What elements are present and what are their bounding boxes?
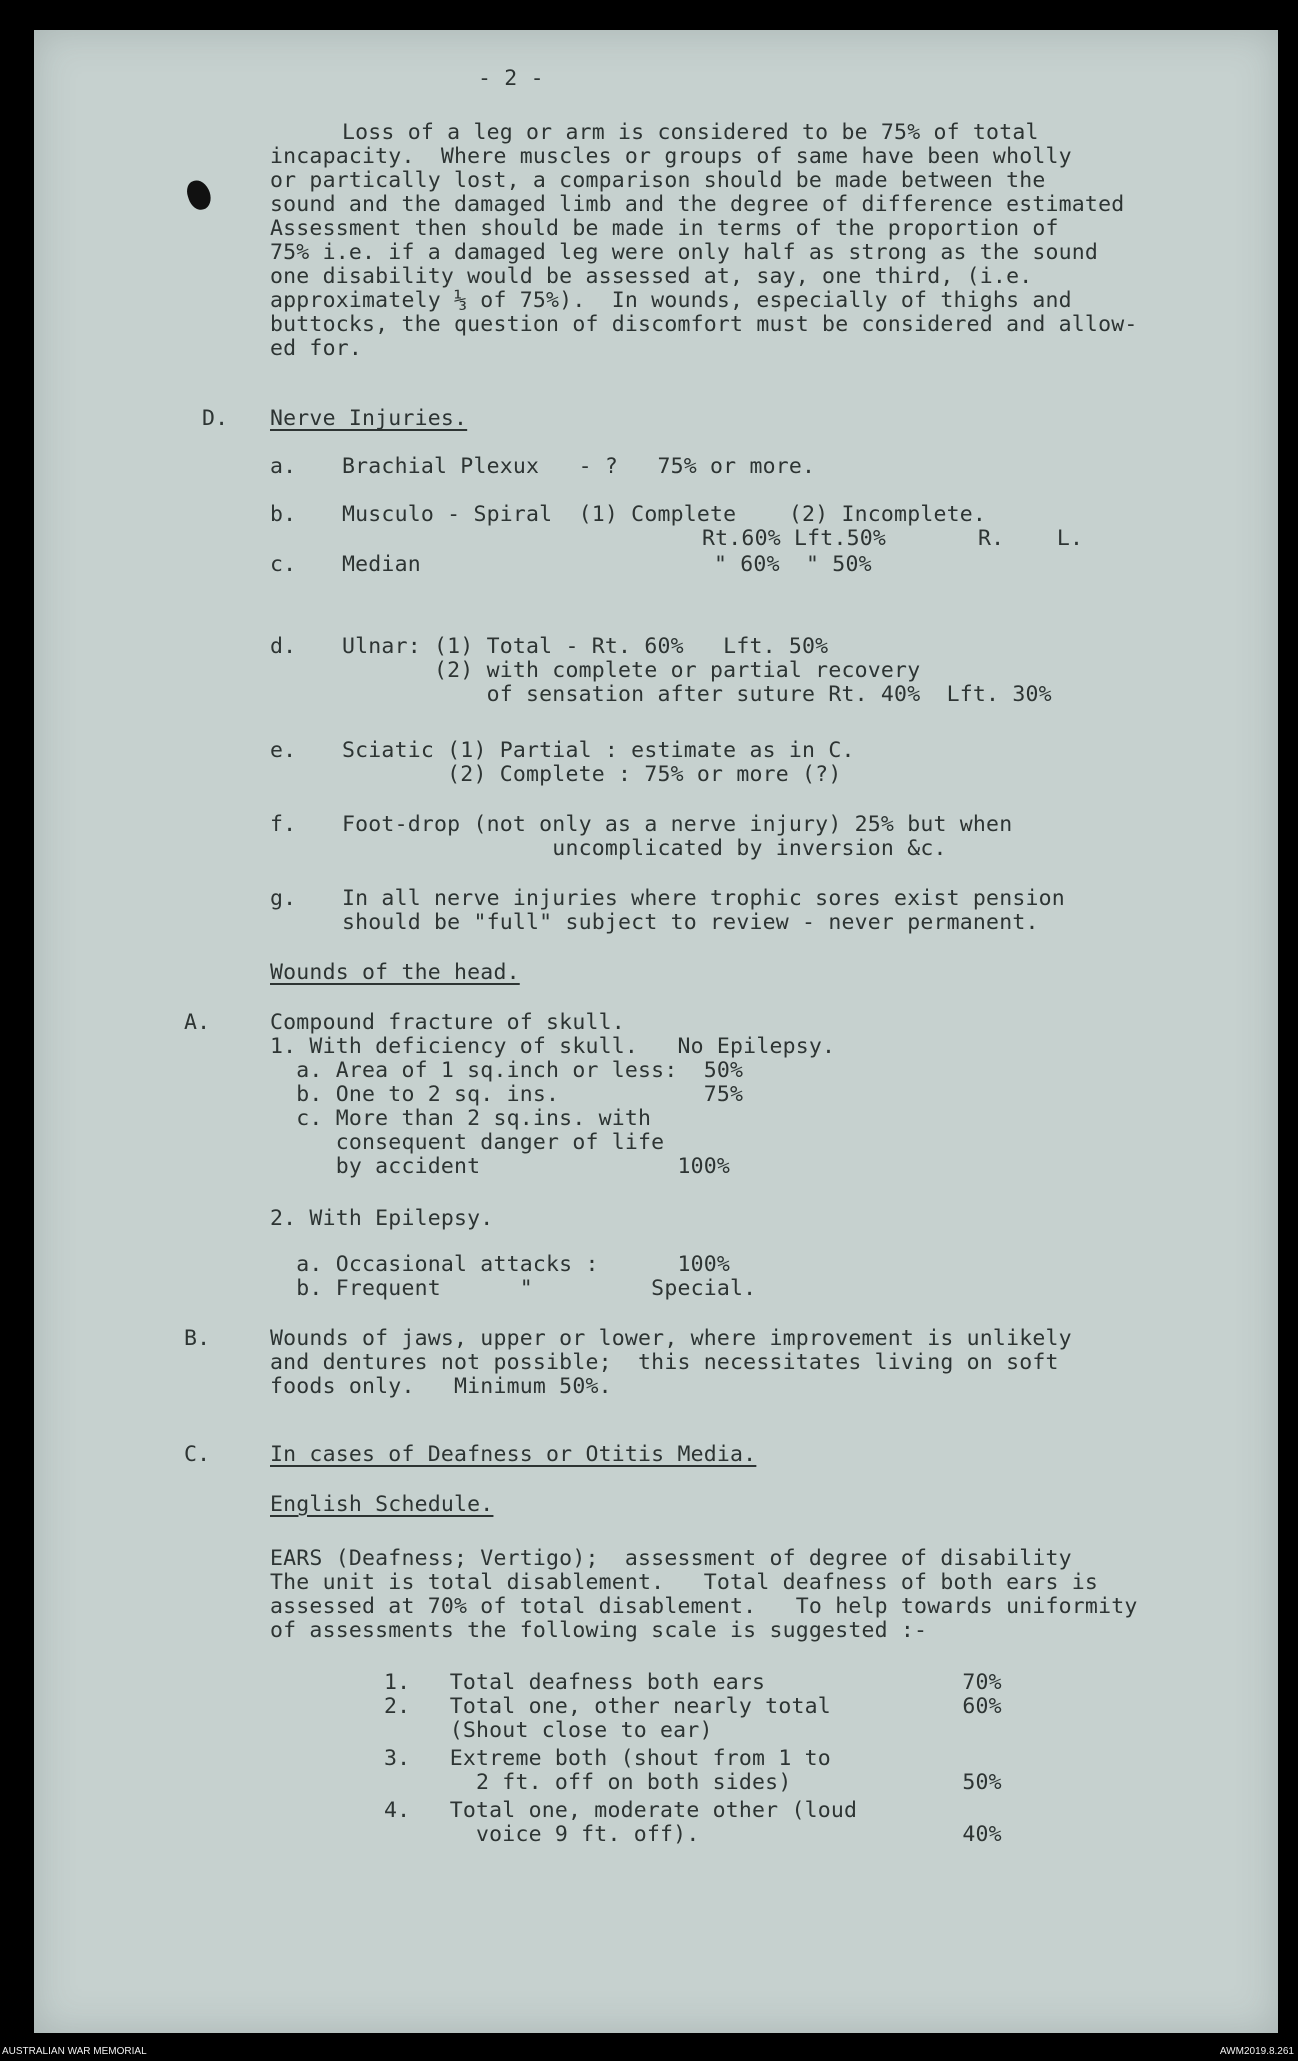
item-text: Brachial Plexux - ? 75% or more. bbox=[342, 454, 816, 479]
item-letter: a. bbox=[270, 454, 297, 479]
section-heading-nerve-injuries: Nerve Injuries. bbox=[270, 406, 468, 431]
scale-line: 2 ft. off on both sides) 50% bbox=[384, 1770, 1002, 1795]
item-text: 2. With Epilepsy. bbox=[270, 1206, 494, 1231]
item-text: a. Occasional attacks : 100% bbox=[270, 1252, 731, 1277]
item-text: Foot-drop (not only as a nerve injury) 25% but when bbox=[342, 812, 1013, 837]
footer-credit: AUSTRALIAN WAR MEMORIAL bbox=[2, 2046, 147, 2057]
page-number: - 2 - bbox=[478, 66, 544, 91]
item-letter: e. bbox=[270, 738, 297, 763]
item-text: In all nerve injuries where trophic sores exist pension bbox=[342, 886, 1065, 911]
intro-line: one disability would be assessed at, say, one third, (i.e. bbox=[270, 264, 1033, 289]
section-letter: B. bbox=[184, 1326, 211, 1351]
intro-line: approximately ⅓ of 75%). In wounds, especially of thighs and bbox=[270, 288, 1072, 313]
schedule-line: The unit is total disablement. Total deafness of both ears is bbox=[270, 1570, 1099, 1595]
section-heading-english-schedule: English Schedule. bbox=[270, 1492, 494, 1517]
section-letter: A. bbox=[184, 1010, 211, 1035]
intro-line: Loss of a leg or arm is considered to be 75% of total bbox=[342, 120, 1039, 145]
item-text: should be "full" subject to review - never permanent. bbox=[342, 910, 1039, 935]
item-text: consequent danger of life bbox=[270, 1130, 665, 1155]
item-text: Compound fracture of skull. bbox=[270, 1010, 625, 1035]
document-page bbox=[34, 30, 1278, 2033]
item-text: foods only. Minimum 50%. bbox=[270, 1374, 612, 1399]
intro-line: sound and the damaged limb and the degree of difference estimated bbox=[270, 192, 1125, 217]
item-text: of sensation after suture Rt. 40% Lft. 30% bbox=[342, 682, 1052, 707]
item-text: 1. With deficiency of skull. No Epilepsy. bbox=[270, 1034, 836, 1059]
item-text: Median bbox=[342, 552, 421, 577]
section-heading-wounds-of-head: Wounds of the head. bbox=[270, 960, 520, 985]
rates-line: Rt.60% Lft.50% R. L. bbox=[702, 526, 1084, 551]
item-letter: c. bbox=[270, 552, 297, 577]
scale-line: 2. Total one, other nearly total 60% bbox=[384, 1694, 1002, 1719]
intro-line: ed for. bbox=[270, 336, 363, 361]
intro-line: incapacity. Where muscles or groups of same have been wholly bbox=[270, 144, 1072, 169]
item-text: Ulnar: (1) Total - Rt. 60% Lft. 50% bbox=[342, 634, 829, 659]
item-text: (2) with complete or partial recovery bbox=[342, 658, 921, 683]
schedule-line: EARS (Deafness; Vertigo); assessment of degree of disability bbox=[270, 1546, 1072, 1571]
item-text: b. One to 2 sq. ins. 75% bbox=[270, 1082, 744, 1107]
item-text: b. Frequent " Special. bbox=[270, 1276, 757, 1301]
intro-line: or partically lost, a comparison should be made between the bbox=[270, 168, 1046, 193]
scale-line: (Shout close to ear) bbox=[384, 1718, 713, 1743]
item-text: c. More than 2 sq.ins. with bbox=[270, 1106, 652, 1131]
intro-line: 75% i.e. if a damaged leg were only half as strong as the sound bbox=[270, 240, 1099, 265]
footer-accession: AWM2019.8.261 bbox=[1219, 2046, 1294, 2057]
item-text: and dentures not possible; this necessitates living on soft bbox=[270, 1350, 1059, 1375]
intro-line: Assessment then should be made in terms of the proportion of bbox=[270, 216, 1059, 241]
scale-line: 4. Total one, moderate other (loud bbox=[384, 1798, 858, 1823]
item-text: by accident 100% bbox=[270, 1154, 731, 1179]
scale-line: 3. Extreme both (shout from 1 to bbox=[384, 1746, 831, 1771]
intro-line: buttocks, the question of discomfort must be considered and allow- bbox=[270, 312, 1138, 337]
scale-line: voice 9 ft. off). 40% bbox=[384, 1822, 1002, 1847]
section-heading-deafness: In cases of Deafness or Otitis Media. bbox=[270, 1442, 757, 1467]
item-letter: d. bbox=[270, 634, 297, 659]
schedule-line: of assessments the following scale is suggested :- bbox=[270, 1618, 928, 1643]
section-letter: C. bbox=[184, 1442, 211, 1467]
item-text: Sciatic (1) Partial : estimate as in C. bbox=[342, 738, 855, 763]
rates-line: " 60% " 50% bbox=[714, 552, 872, 577]
item-text: Wounds of jaws, upper or lower, where improvement is unlikely bbox=[270, 1326, 1072, 1351]
item-letter: b. bbox=[270, 502, 297, 527]
item-text: Musculo - Spiral (1) Complete (2) Incomplete. bbox=[342, 502, 987, 527]
item-letter: g. bbox=[270, 886, 297, 911]
punch-hole bbox=[184, 177, 214, 212]
item-text: uncomplicated by inversion &c. bbox=[342, 836, 947, 861]
item-letter: f. bbox=[270, 812, 297, 837]
scale-line: 1. Total deafness both ears 70% bbox=[384, 1670, 1002, 1695]
item-text: a. Area of 1 sq.inch or less: 50% bbox=[270, 1058, 744, 1083]
section-letter: D. bbox=[202, 406, 229, 431]
item-text: (2) Complete : 75% or more (?) bbox=[342, 762, 842, 787]
schedule-line: assessed at 70% of total disablement. To help towards uniformity bbox=[270, 1594, 1138, 1619]
